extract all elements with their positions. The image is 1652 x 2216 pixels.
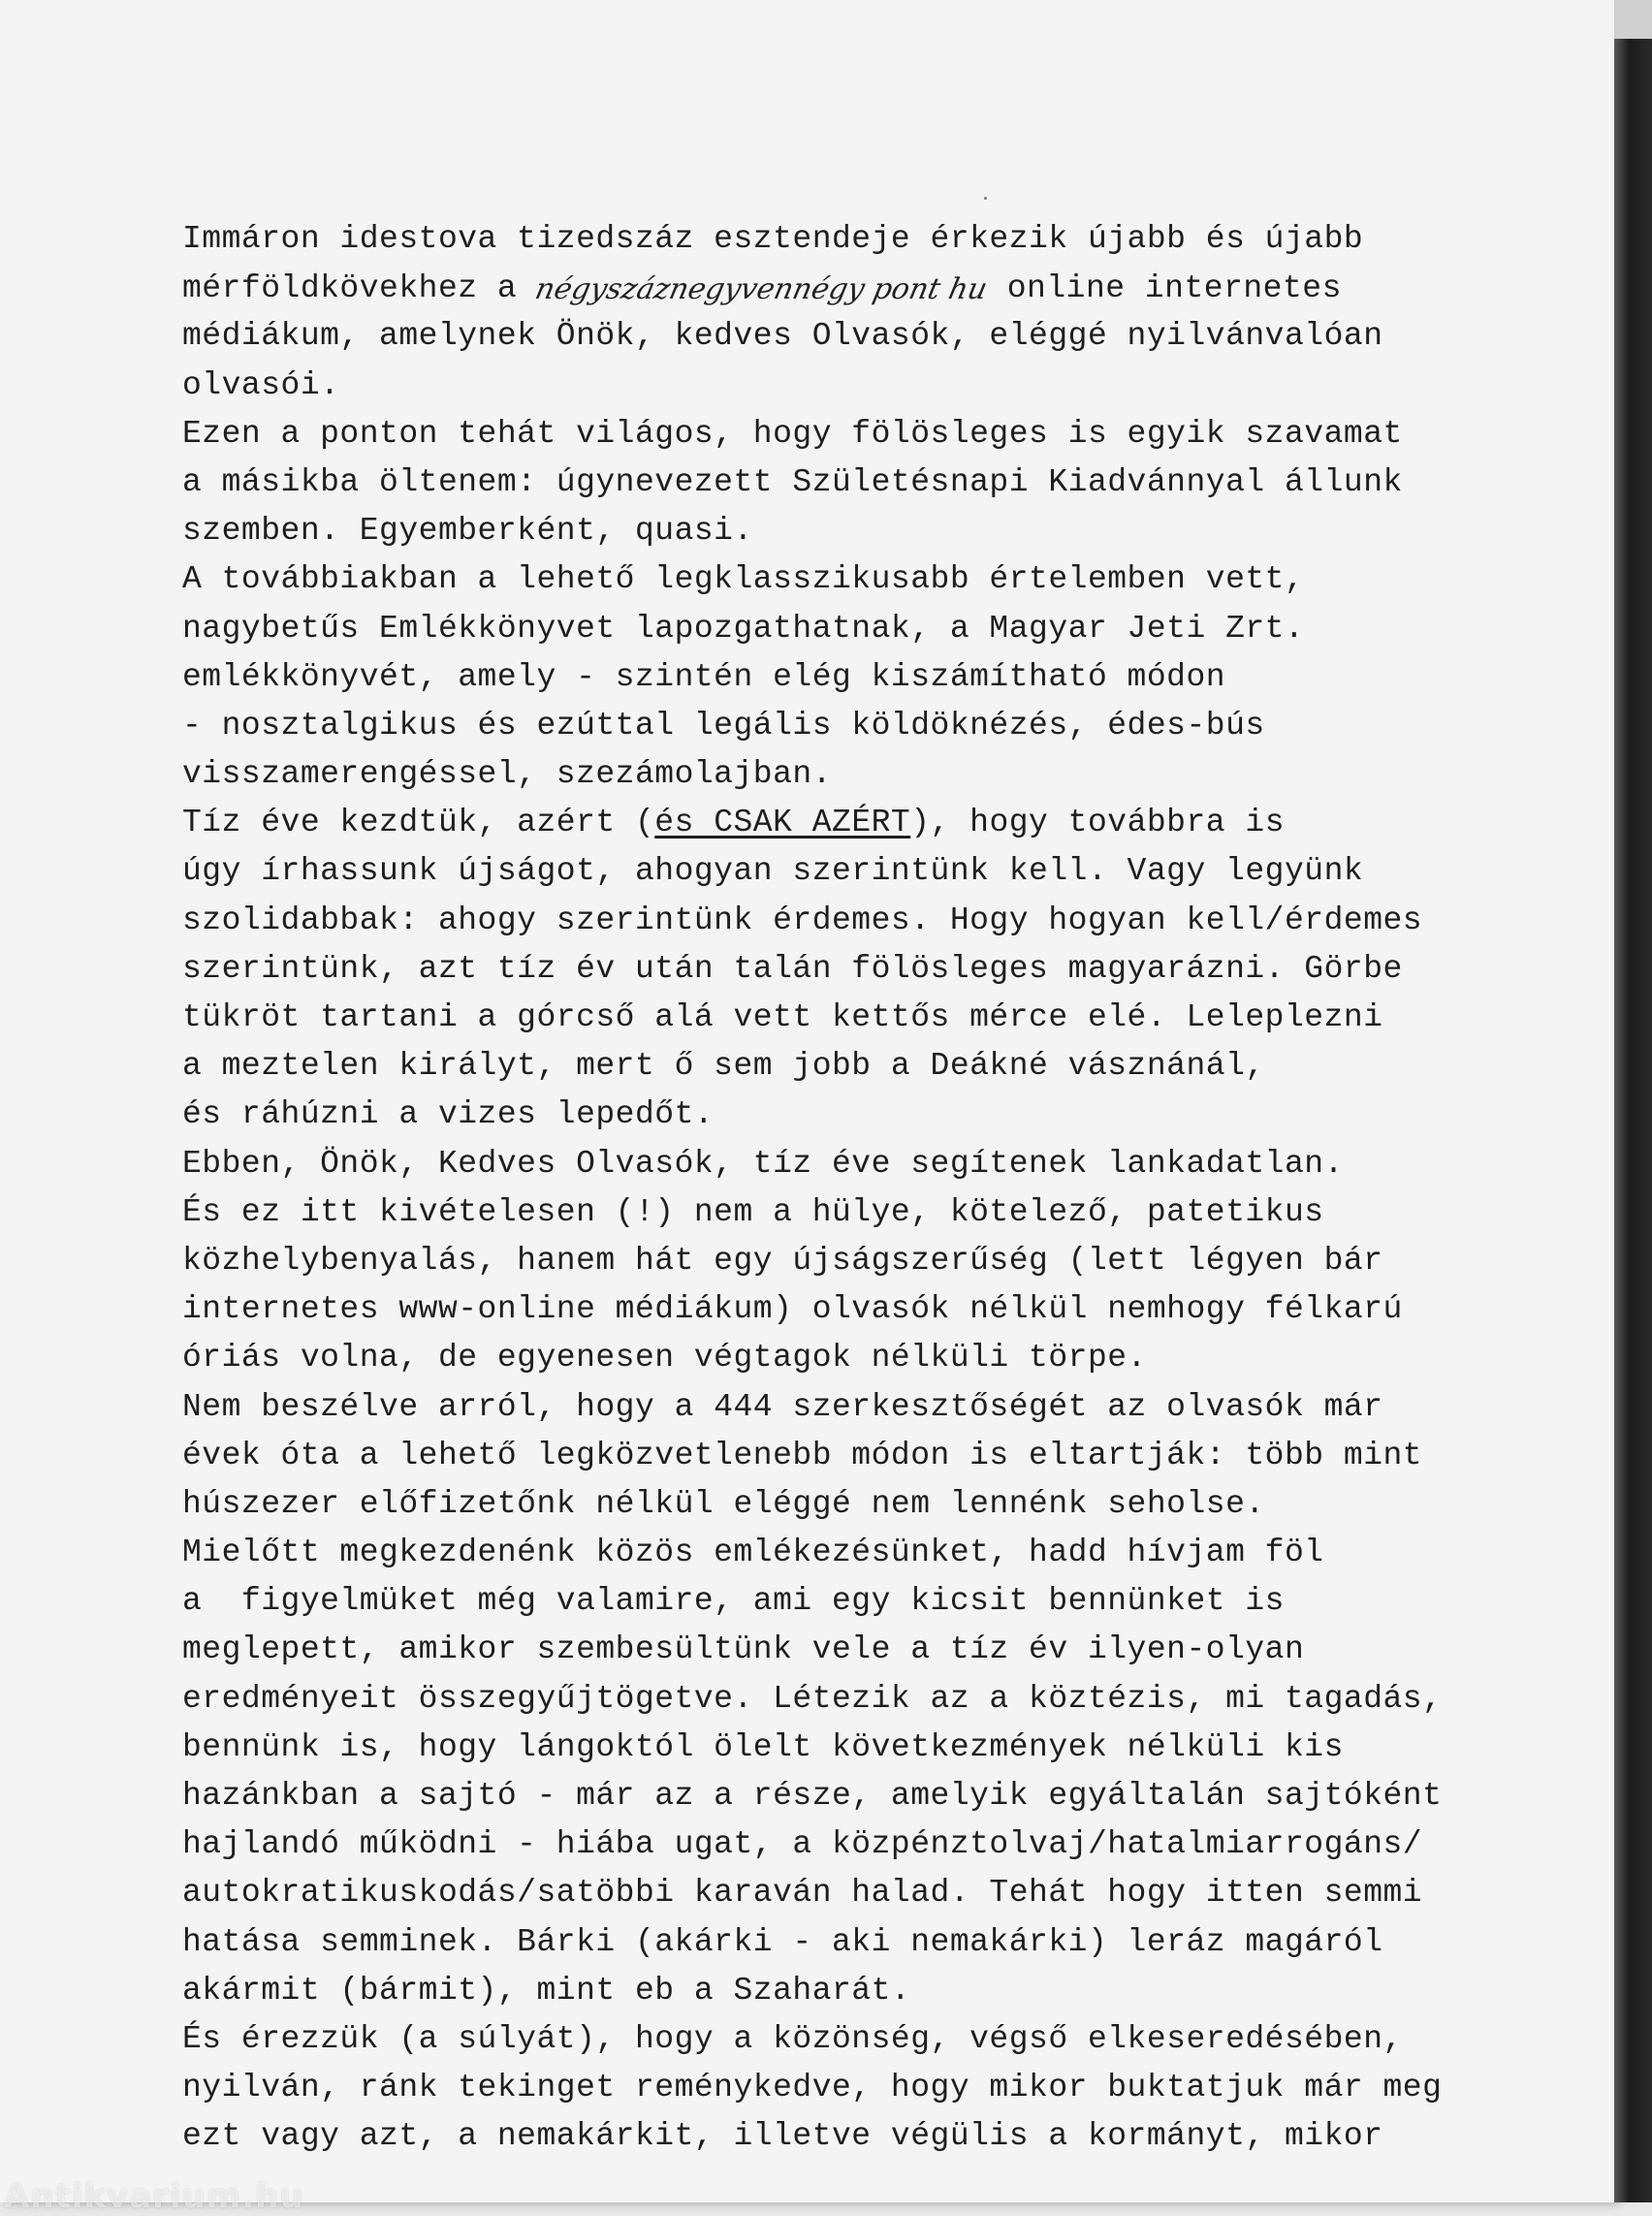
- text-line: a meztelen királyt, mert ő sem jobb a Deákné vásznánál,: [182, 1048, 1265, 1085]
- underlined-phrase: és CSAK AZÉRT: [654, 805, 911, 841]
- text-line: hatása semminek. Bárki (akárki - aki nemakárki) leráz magáról: [182, 1923, 1383, 1960]
- text-line: - nosztalgikus és ezúttal legális köldöknézés, édes-bús: [182, 707, 1265, 744]
- text-line: szerintünk, azt tíz év után talán fölösleges magyarázni. Görbe: [182, 950, 1403, 987]
- text-line: ezt vagy azt, a nemakárkit, illetve végülis a kormányt, mikor: [182, 2118, 1383, 2155]
- text-line-segment: online internetes: [987, 270, 1342, 307]
- text-line: [182, 799, 1569, 847]
- watermark: Antikvarium.hu: [4, 2177, 304, 2216]
- page-edge-shadow: [1614, 0, 1652, 2202]
- text-line: közhelybenyalás, hanem hát egy újságszerűség (lett légyen bár: [182, 1242, 1383, 1279]
- text-line-segment: mérföldkövekhez a: [182, 270, 537, 307]
- text-line: nagybetűs Emlékkönyvet lapozgathatnak, a Magyar Jeti Zrt.: [182, 610, 1305, 647]
- text-line: autokratikuskodás/satöbbi karaván halad. Tehát hogy itten semmi: [182, 1875, 1423, 1912]
- text-line: emlékkönyvét, amely - szintén elég kiszámítható módon: [182, 658, 1226, 695]
- text-line: médiákum, amelynek Önök, kedves Olvasók, eléggé nyilvánvalóan: [182, 318, 1383, 355]
- text-line: visszamerengéssel, szezámolajban.: [182, 756, 833, 793]
- page-edge-highlight: [1614, 0, 1652, 39]
- text-line: akármit (bármit), mint eb a Szaharát.: [182, 1972, 911, 2009]
- text-line: a figyelmüket még valamire, ami egy kicsit bennünket is: [182, 1583, 1285, 1620]
- text-line: eredményeit összegyűjtögetve. Létezik az a köztézis, mi tagadás,: [182, 1680, 1443, 1717]
- text-line: Ezen a ponton tehát világos, hogy fölösleges is egyik szavamat: [182, 415, 1403, 452]
- text-line: úgy írhassunk újságot, ahogyan szerintünk kell. Vagy legyünk: [182, 853, 1364, 890]
- text-line: nyilván, ránk tekinget reménykedve, hogy mikor buktatjuk már meg: [182, 2070, 1443, 2106]
- text-line: Mielőtt megkezdenénk közös emlékezésünket, hadd hívjam föl: [182, 1535, 1324, 1571]
- text-line: És ez itt kivételesen (!) nem a hülye, kötelező, patetikus: [182, 1193, 1324, 1230]
- text-line: a másikba öltenem: úgynevezett Születésnapi Kiadvánnyal állunk: [182, 463, 1403, 500]
- text-line: Ebben, Önök, Kedves Olvasók, tíz éve segítenek lankadatlan.: [182, 1145, 1344, 1182]
- ink-speck: [984, 197, 987, 200]
- text-line: húszezer előfizetőnk nélkül eléggé nem lennénk seholse.: [182, 1485, 1265, 1522]
- text-line: tükröt tartani a górcső alá vett kettős mérce elé. Leleplezni: [182, 999, 1383, 1035]
- text-line: olvasói.: [182, 366, 340, 403]
- text-line: És érezzük (a súlyát), hogy a közönség, végső elkeseredésében,: [182, 2020, 1403, 2057]
- text-line: [182, 264, 1569, 312]
- text-line: hajlandó működni - hiába ugat, a közpénztolvaj/hatalmiarrogáns/: [182, 1826, 1423, 1863]
- handwritten-insert: négyszáznegyvennégy pont hu: [532, 272, 991, 307]
- text-line: Nem beszélve arról, hogy a 444 szerkesztőségét az olvasók már: [182, 1388, 1383, 1425]
- text-line: Immáron idestova tizedszáz esztendeje érkezik újabb és újabb: [182, 221, 1364, 257]
- text-line: szemben. Egyemberként, quasi.: [182, 513, 753, 550]
- text-line: szolidabbak: ahogy szerintünk érdemes. Hogy hogyan kell/érdemes: [182, 902, 1423, 938]
- body-text: [182, 215, 1569, 2162]
- text-line: és ráhúzni a vizes lepedőt.: [182, 1096, 715, 1133]
- text-line-segment: ), hogy továbbra is: [910, 805, 1285, 841]
- text-line: internetes www-online médiákum) olvasók nélkül nemhogy félkarú: [182, 1291, 1403, 1328]
- text-line: bennünk is, hogy lángoktól ölelt következmények nélküli kis: [182, 1728, 1344, 1765]
- text-line: hazánkban a sajtó - már az a része, amelyik egyáltalán sajtóként: [182, 1778, 1443, 1814]
- text-line: óriás volna, de egyenesen végtagok nélküli törpe.: [182, 1340, 1147, 1377]
- text-line-segment: Tíz éve kezdtük, azért (: [182, 805, 655, 841]
- text-line: évek óta a lehető legközvetlenebb módon is eltartják: több mint: [182, 1437, 1423, 1473]
- text-line: A továbbiakban a lehető legklasszikusabb értelemben vett,: [182, 561, 1305, 598]
- text-line: meglepett, amikor szembesültünk vele a tíz év ilyen-olyan: [182, 1631, 1305, 1668]
